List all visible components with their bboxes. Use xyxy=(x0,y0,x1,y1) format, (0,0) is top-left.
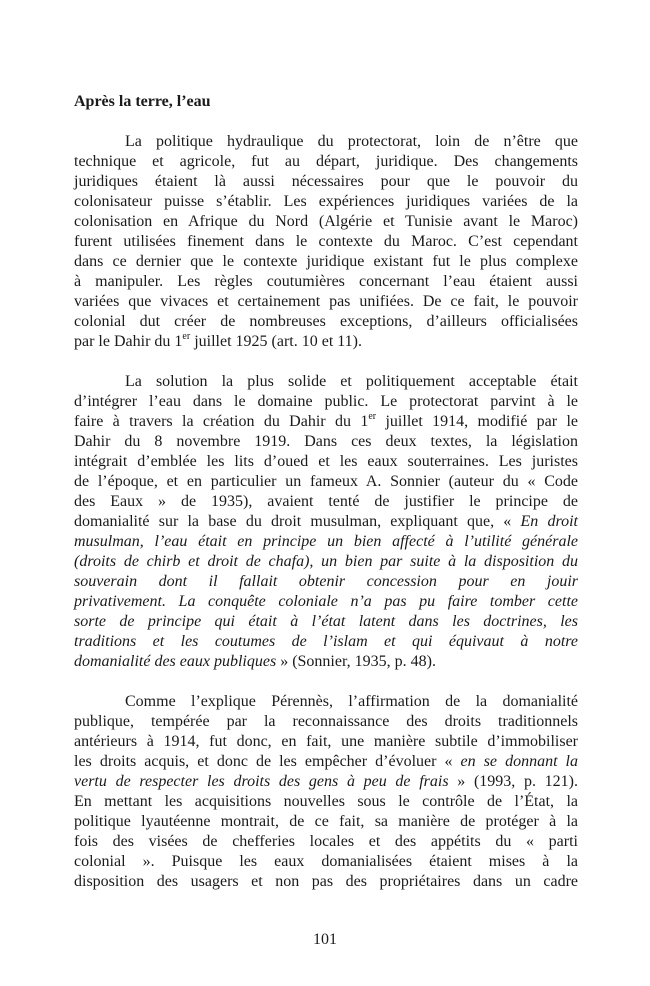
text-line xyxy=(74,552,578,572)
italic-quote-text: privativement. La conquête coloniale n’a pas pu faire tomber cette xyxy=(74,593,578,610)
text-line xyxy=(74,392,578,412)
text-line xyxy=(74,832,578,852)
text-run: des Eaux » de 1935), avaient tenté de justifier le principe de xyxy=(74,493,578,510)
italic-quote-text: souverain dont il fallait obtenir concession pour en jouir xyxy=(74,573,578,590)
text-run: Dahir du 8 novembre 1919. Dans ces deux textes, la législation xyxy=(74,433,578,450)
text-line xyxy=(74,232,578,252)
text-run: par le Dahir du 1 xyxy=(74,333,183,350)
text-line xyxy=(74,332,578,352)
text-line xyxy=(74,412,578,432)
text-run: juridiques étaient là aussi nécessaires pour que le pouvoir du xyxy=(74,173,578,190)
text-run: variées que vivaces et certainement pas unifiées. De ce fait, le pouvoir xyxy=(74,293,578,310)
italic-quote-text: musulman, l’eau était en principe un bien affecté à l’utilité générale xyxy=(74,533,578,550)
text-run: juillet 1914, modifié par le xyxy=(376,413,579,430)
text-line xyxy=(74,452,578,472)
paragraphs xyxy=(74,132,578,892)
text-line xyxy=(74,512,578,532)
text-run: d’intégrer l’eau dans le domaine public. Le protectorat parvint à le xyxy=(74,393,578,410)
text-line xyxy=(74,132,578,152)
text-line xyxy=(74,312,578,332)
text-line xyxy=(74,772,578,792)
page-number: 101 xyxy=(313,931,337,948)
text-line xyxy=(74,172,578,192)
text-run: technique et agricole, fut au départ, juridique. Des changements xyxy=(74,153,578,170)
text-run: En mettant les acquisitions nouvelles sous le contrôle de l’État, la xyxy=(74,793,578,810)
text-run: colonial dut créer de nombreuses exceptions, d’ailleurs officialisées xyxy=(74,313,578,330)
superscript: er xyxy=(368,411,377,422)
text-line xyxy=(74,492,578,512)
paragraph xyxy=(74,692,578,892)
text-run: de l’époque, et en particulier un fameux A. Sonnier (auteur du « Code xyxy=(74,473,578,490)
text-run: furent utilisées finement dans le contexte du Maroc. C’est cependant xyxy=(74,233,578,250)
text-run: » (Sonnier, 1935, p. 48). xyxy=(276,653,436,670)
italic-quote-text: en se donnant la xyxy=(460,753,578,770)
text-run: colonisation en Afrique du Nord (Algérie et Tunisie avant le Maroc) xyxy=(74,213,578,230)
italic-quote-text: En droit xyxy=(520,513,579,530)
text-line xyxy=(74,152,578,172)
text-line xyxy=(74,292,578,312)
text-line xyxy=(74,632,578,652)
italic-quote-text: (droits de chirb et droit de chafa), un bien par suite à la disposition du xyxy=(74,553,578,570)
text-run: La solution la plus solide et politiquement acceptable était xyxy=(125,373,578,390)
text-run: fois des visées de chefferies locales et des appétits du « parti xyxy=(74,833,578,850)
italic-quote-text: sorte de principe qui était à l’état latent dans les doctrines, les xyxy=(74,613,578,630)
text-run: politique lyautéenne montrait, de ce fait, sa manière de protéger à la xyxy=(74,813,578,830)
text-run: Comme l’explique Pérennès, l’affirmation de la domanialité xyxy=(125,693,578,710)
page-body xyxy=(74,92,578,912)
text-line xyxy=(74,692,578,712)
text-line xyxy=(74,652,578,672)
text-line xyxy=(74,252,578,272)
text-run: à manipuler. Les règles coutumières concernant l’eau étaient aussi xyxy=(74,273,578,290)
superscript: er xyxy=(182,331,191,342)
text-run: colonial ». Puisque les eaux domanialisées étaient mises à la xyxy=(74,853,578,870)
text-line xyxy=(74,612,578,632)
text-line xyxy=(74,852,578,872)
italic-quote-text: traditions et les coutumes de l’islam et qui équivaut à notre xyxy=(74,633,578,650)
text-line xyxy=(74,192,578,212)
text-line xyxy=(74,212,578,232)
italic-quote-text: vertu de respecter les droits des gens à peu de frais xyxy=(74,773,449,790)
text-run: » (1993, p. 121). xyxy=(448,773,579,790)
text-line xyxy=(74,752,578,772)
text-line xyxy=(74,812,578,832)
text-line xyxy=(74,372,578,392)
paragraph xyxy=(74,132,578,352)
text-line xyxy=(74,472,578,492)
text-run: les droits acquis, et donc de les empêcher d’évoluer « xyxy=(74,753,461,770)
text-line xyxy=(74,732,578,752)
text-run: antérieurs à 1914, fut donc, en fait, une manière subtile d’immobiliser xyxy=(74,733,578,750)
text-run: faire à travers la création du Dahir du 1 xyxy=(74,413,369,430)
text-run: disposition des usagers et non pas des propriétaires dans un cadre xyxy=(74,873,578,890)
text-line xyxy=(74,712,578,732)
text-run: La politique hydraulique du protectorat, loin de n’être que xyxy=(125,133,578,150)
italic-quote-text: domanialité des eaux publiques xyxy=(74,653,277,670)
paragraph xyxy=(74,372,578,672)
text-run: publique, tempérée par la reconnaissance des droits traditionnels xyxy=(74,713,578,730)
text-run: juillet 1925 (art. 10 et 11). xyxy=(190,333,362,350)
text-run: intégrait d’emblée les lits d’oued et les eaux souterraines. Les juristes xyxy=(74,453,578,470)
text-line xyxy=(74,432,578,452)
text-line xyxy=(74,792,578,812)
text-line xyxy=(74,532,578,552)
section-heading: Après la terre, l’eau xyxy=(74,93,211,110)
text-run: colonisateur puisse s’établir. Les expériences juridiques variées de la xyxy=(74,193,578,210)
text-run: domanialité sur la base du droit musulman, expliquant que, « xyxy=(74,513,521,530)
text-line xyxy=(74,592,578,612)
text-line xyxy=(74,272,578,292)
text-line xyxy=(74,872,578,892)
text-run: dans ce dernier que le contexte juridique existant fut le plus complexe xyxy=(74,253,578,270)
text-line xyxy=(74,572,578,592)
